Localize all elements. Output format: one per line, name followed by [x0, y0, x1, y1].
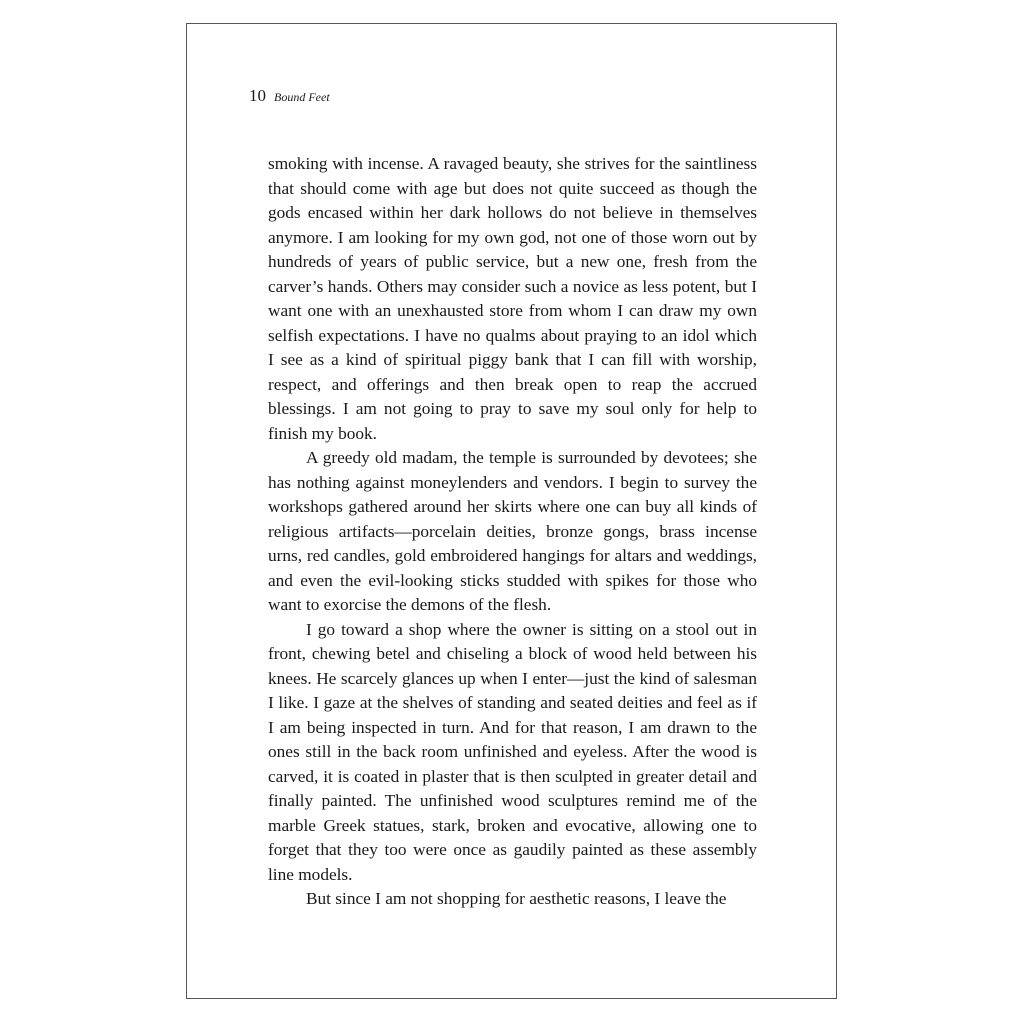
book-page	[186, 23, 837, 999]
paragraph-3: I go toward a shop where the owner is sitting on a stool out in front, chewing betel and chiseling a block of wood held between his knees. He scarcely glances up when I enter—just the kind of salesman I like. I gaze at the shelves of standing and seated deities and feel as if I am being inspected in turn. And for that reason, I am drawn to the ones still in the back room unfinished and eyeless. After the wood is carved, it is coated in plaster that is then sculpted in greater detail and finally painted. The unfinished wood sculptures remind me of the marble Greek statues, stark, broken and evocative, allowing one to forget that they too were once as gaudily painted as these assembly line models.	[268, 619, 757, 884]
page-number: 10	[249, 86, 266, 105]
body-text	[268, 152, 757, 912]
paragraph-2: A greedy old madam, the temple is surrounded by devotees; she has nothing against moneylenders and vendors. I begin to survey the workshops gathered around her skirts where one can buy all kinds of religious artifacts—porcelain deities, bronze gongs, brass incense urns, red candles, gold embroidered hangings for altars and weddings, and even the evil-looking sticks studded with spikes for those who want to exorcise the demons of the flesh.	[268, 448, 757, 614]
running-head	[249, 86, 330, 106]
paragraph-4: But since I am not shopping for aesthetic reasons, I leave the	[306, 889, 727, 908]
book-title: Bound Feet	[274, 90, 330, 104]
paragraph-1: smoking with incense. A ravaged beauty, she strives for the saintliness that should come with age but does not quite succeed as though the gods encased within her dark hollows do not believe in themselves anymore. I am looking for my own god, not one of those worn out by hundreds of years of public service, but a new one, fresh from the carver’s hands. Others may consider such a novice as less potent, but I want one with an unexhausted store from whom I can draw my own selfish expectations. I have no qualms about praying to an idol which I see as a kind of spiritual piggy bank that I can fill with worship, respect, and offerings and then break open to reap the accrued blessings. I am not going to pray to save my soul only for help to finish my book.	[268, 154, 757, 443]
